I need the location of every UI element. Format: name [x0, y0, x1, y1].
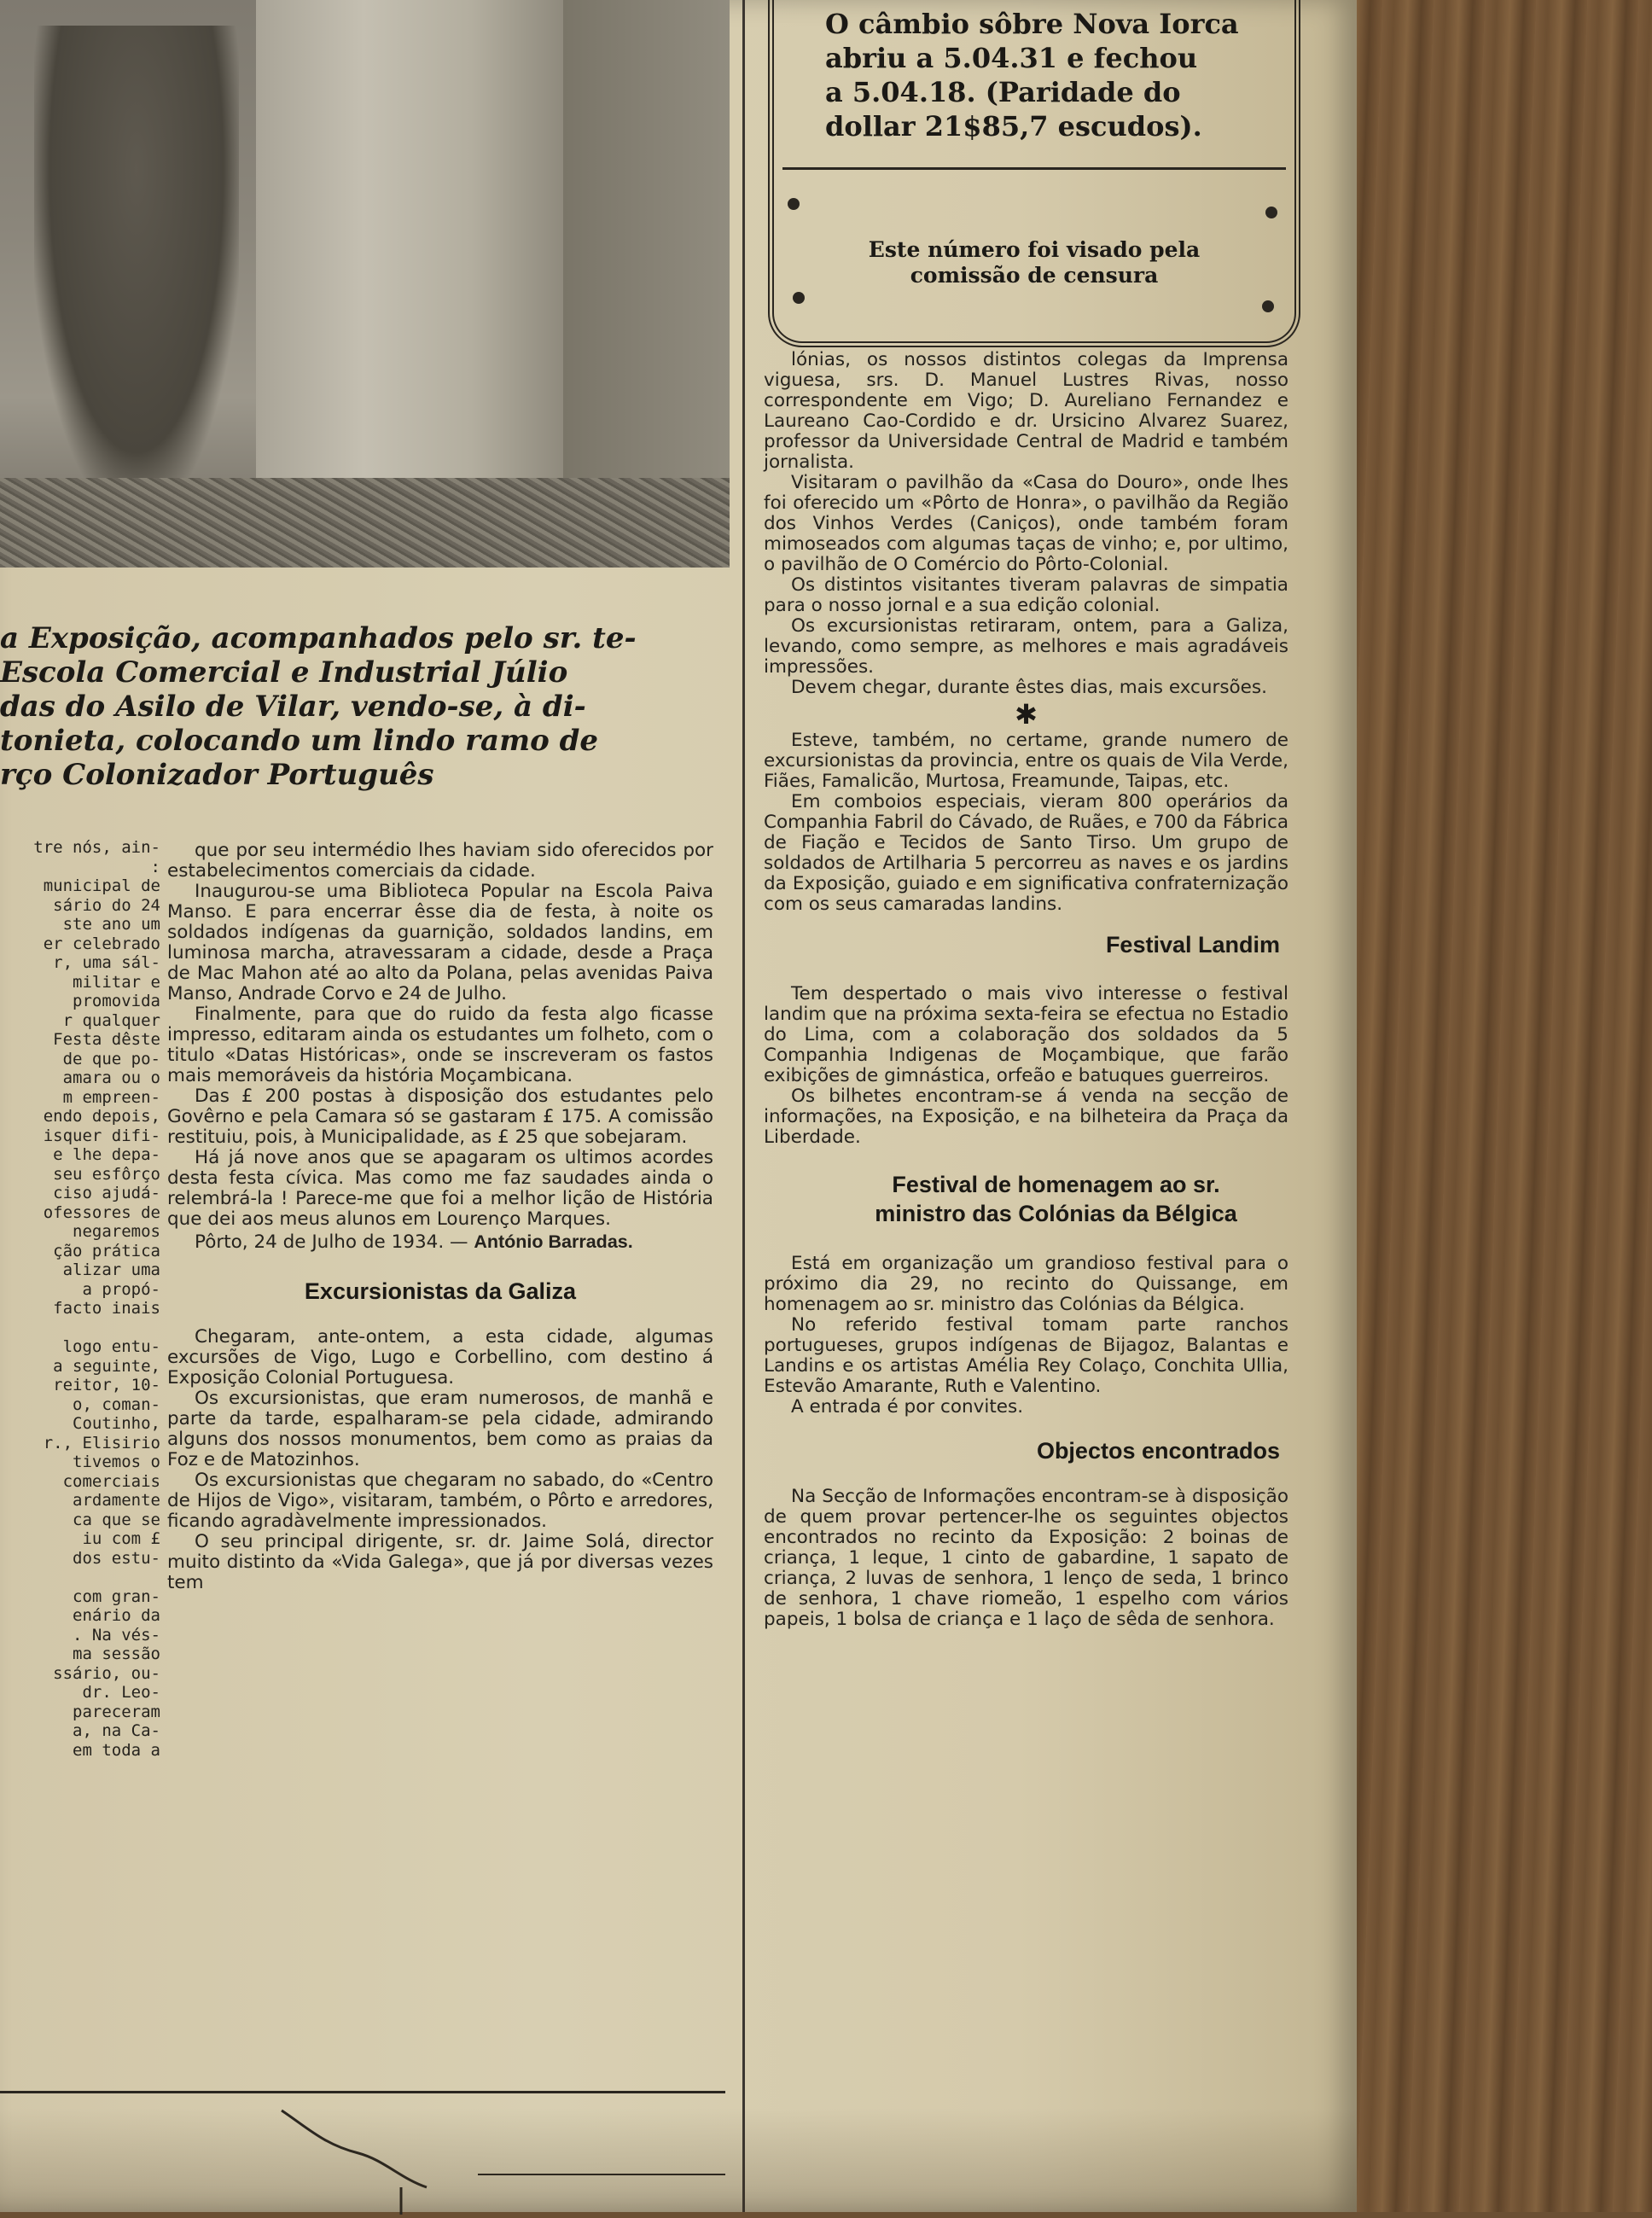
photo-ground — [0, 478, 730, 568]
caption-line: rço Colonizador Português — [0, 758, 434, 792]
paragraph — [764, 678, 1288, 698]
box-ornament — [1265, 207, 1277, 218]
fragment-line: ssário, ou- — [53, 1663, 160, 1683]
fragment-line: ardamente — [73, 1491, 160, 1510]
box-divider — [782, 167, 1286, 170]
fragment-line: tre nós, ain- — [33, 838, 160, 857]
signature-name: António Barradas. — [474, 1231, 633, 1252]
paragraph-text: Está em organização um grandioso festival para o próximo dia 29, no recinto do Quissange, em homenagem ao sr. ministro das Colónias da Bélgica. — [764, 1253, 1288, 1315]
paragraph — [764, 473, 1288, 575]
paragraph-text: Inaugurou-se uma Biblioteca Popular na Escola Paiva Manso. E para encerrar êsse dia de festa, à noite os soldados indígenas da guarnição, soldados landins, em luminosa marcha, atravessaram a cidade, desde a Praça de Mac Mahon até ao alto da Polana, pelas avenidas Paiva Manso, Andrade Corvo e 24 de Julho. — [167, 881, 713, 1004]
paragraph-text: Visitaram o pavilhão da «Casa do Douro», onde lhes foi oferecido um «Pôrto de Honra», o pavilhão da Região dos Vinhos Verdes (Caniços), onde também foram mimoseados com algumas taças de vinho; e, por ultimo, o pavilhão de O Comércio do Pôrto-Colonial. — [764, 472, 1288, 575]
photo-caption — [0, 621, 717, 792]
fragment-line: Festa dêste — [53, 1030, 160, 1049]
paragraph — [167, 1148, 713, 1230]
fragment-line: a seguinte, — [53, 1356, 160, 1376]
fragment-line: r., Elisirio — [43, 1433, 160, 1452]
exchange-rate-text — [825, 7, 1269, 143]
paragraph-text: Finalmente, para que do ruido da festa algo ficasse impresso, editaram ainda os estudantes um folheto, com o titulo «Datas Históricas», onde se inscreveram os fastos mais memoráveis da história Moçambicana. — [167, 1004, 713, 1086]
paragraph-text: A entrada é por convites. — [791, 1396, 1024, 1418]
fragment-line: : — [150, 857, 160, 876]
middle-column — [167, 841, 713, 1593]
fragment-line: de que po- — [62, 1049, 160, 1068]
heading-landim: Festival Landim — [1105, 932, 1280, 958]
fragment-line: ção prática — [53, 1241, 160, 1260]
news-photograph — [0, 0, 730, 568]
photo-monument-side — [563, 0, 730, 555]
page-shadow — [0, 2108, 1357, 2212]
paragraph — [167, 882, 713, 1004]
heading-objectos: Objectos encontrados — [1036, 1438, 1280, 1464]
signature-line — [167, 1231, 713, 1253]
paragraph — [764, 1487, 1288, 1630]
paragraph — [764, 731, 1288, 792]
fragment-line: r qualquer — [62, 1010, 160, 1030]
paragraph-text: Das £ 200 postas à disposição dos estudantes pelo Govêrno e pela Camara só se gastaram £ 175. A comissão restituiu, pois, à Municipalidade, as £ 25 que sobejaram. — [167, 1086, 713, 1148]
paragraph — [167, 1004, 713, 1086]
paragraph — [764, 350, 1288, 473]
exchange-rate-line: abriu a 5.04.31 e fechou — [825, 42, 1198, 74]
paragraph-text: Há já nove anos que se apagaram os ultimos acordes desta festa cívica. Mas como me faz saudades ainda o relembrá-la ! Parece-me que foi a melhor lição de História que dei aos meus alunos em Lourenço Marques. — [167, 1147, 713, 1230]
fragment-line: ca que se — [73, 1510, 160, 1529]
paragraph — [764, 792, 1288, 915]
wooden-table-background — [1331, 0, 1652, 2212]
paragraph-text: Devem chegar, durante êstes dias, mais excursões. — [791, 677, 1267, 698]
section-star: ✱ — [1015, 698, 1038, 731]
heading-homenagem: Festival de homenagem ao sr. ministro das Colónias da Bélgica — [875, 1172, 1237, 1226]
censorship-line: Este número foi visado pela — [868, 237, 1201, 262]
photo-figure — [34, 26, 239, 504]
fragment-line: o, coman- — [73, 1394, 160, 1414]
fragment-line: r, uma sál- — [53, 953, 160, 972]
box-ornament — [793, 292, 805, 304]
fragment-line: reitor, 10- — [53, 1376, 160, 1394]
fragment-line: er celebrado — [43, 934, 160, 953]
right-column — [764, 350, 1288, 1630]
galiza-continuation — [764, 350, 1288, 698]
exchange-rate-line: O câmbio sôbre Nova Iorca — [825, 8, 1239, 40]
caption-line: Escola Comercial e Industrial Júlio — [0, 655, 568, 690]
landim-article — [764, 984, 1288, 1148]
middle-article — [167, 841, 713, 1230]
paragraph-text: O seu principal dirigente, sr. dr. Jaime Solá, director muito distinto da «Vida Galega», que já por diversas vezes tem — [167, 1531, 713, 1593]
paragraph — [167, 1086, 713, 1148]
fragment-line: m empreen- — [62, 1087, 160, 1107]
fragment-line: dr. Leo- — [82, 1683, 160, 1702]
exchange-rate-box — [768, 0, 1300, 347]
paragraph-text: Os excursionistas retiraram, ontem, para a Galiza, levando, como sempre, as melhores e mais agradáveis impressões. — [764, 615, 1288, 678]
fragment-line: ma sessão — [73, 1645, 160, 1663]
fragment-line: logo entu- — [62, 1337, 160, 1356]
galiza-article — [167, 1327, 713, 1593]
box-ornament — [788, 198, 800, 210]
paragraph-text: Os excursionistas que chegaram no sabado, do «Centro de Hijos de Vigo», visitaram, também, o Pôrto e arredores, ficando agradàvelmente impressionados. — [167, 1470, 713, 1532]
caption-line: tonieta, colocando um lindo ramo de — [0, 724, 598, 758]
fragment-line: negaremos — [73, 1222, 160, 1241]
fragment-line: enário da — [73, 1606, 160, 1625]
paragraph — [167, 1470, 713, 1532]
fragment-line: promovida — [73, 992, 160, 1010]
paragraph-text: Em comboios especiais, vieram 800 operários da Companhia Fabril do Cávado, de Ruães, e 700 da Fábrica de Fiação e Tecidos de Santo Tirso. Um grupo de soldados de Artilharia 5 percorreu as naves e os jardins da Exposição, guiado e em significativa confraternização com os seus camaradas landins. — [764, 791, 1288, 915]
fragment-line: dos estu- — [73, 1548, 160, 1568]
paragraph — [167, 1388, 713, 1470]
paragraph — [764, 1086, 1288, 1148]
paragraph-text: Os excursionistas, que eram numerosos, de manhã e parte da tarde, espalharam-se pela cidade, admirando alguns dos nossos monumentos, bem como as praias da Foz e de Matozinhos. — [167, 1388, 713, 1470]
paragraph-text: No referido festival tomam parte ranchos portugueses, grupos indígenas de Bijagoz, Balantas e Landins e os artistas Amélia Rey Colaço, Conchita Ullia, Estevão Amarante, Ruth e Valentino. — [764, 1314, 1288, 1397]
fragment-line: em toda a — [73, 1740, 160, 1760]
paragraph-text: Tem despertado o mais vivo interesse o festival landim que na próxima sexta-feira se efectua no Estadio do Lima, com a colaboração dos soldados da 5 Companhia Indigenas de Moçambique, que farão exibições de gimnástica, orfeão e batuques guerreiros. — [764, 983, 1288, 1086]
fragment-line — [0, 1568, 160, 1587]
fragment-line: militar e — [73, 972, 160, 992]
fragment-line: municipal de — [43, 876, 160, 895]
fragment-line: isquer difi- — [43, 1126, 160, 1145]
caption-line: a Exposição, acompanhados pelo sr. te- — [0, 621, 637, 655]
fragment-line: endo depois, — [43, 1107, 160, 1126]
paragraph — [764, 1315, 1288, 1397]
fragment-line: tivemos o — [73, 1452, 160, 1471]
fragment-line: e lhe depa- — [53, 1145, 160, 1164]
paragraph — [764, 616, 1288, 678]
caption-line: das do Asilo de Vilar, vendo-se, à di- — [0, 690, 586, 724]
fragment-line: alizar uma — [62, 1260, 160, 1279]
paragraph — [764, 1254, 1288, 1315]
paragraph — [764, 575, 1288, 616]
paragraph — [167, 1327, 713, 1388]
objectos-article — [764, 1487, 1288, 1630]
fragment-line: facto inais — [53, 1299, 160, 1318]
fragment-line: pareceram — [73, 1702, 160, 1721]
censorship-notice — [774, 237, 1294, 288]
paragraph — [167, 1532, 713, 1593]
photo-monument — [256, 0, 563, 555]
left-column-fragment — [0, 838, 160, 1760]
fragment-line: ofessores de — [43, 1202, 160, 1222]
paragraph — [167, 841, 713, 882]
fragment-line: Coutinho, — [73, 1414, 160, 1433]
fragment-line: amara ou o — [62, 1068, 160, 1087]
column-rule — [742, 0, 745, 2212]
paragraph — [764, 984, 1288, 1086]
fragment-line: iu com £ — [82, 1529, 160, 1548]
fragment-line: comerciais — [62, 1471, 160, 1491]
fragment-line — [0, 1319, 160, 1338]
fragment-line: ciso ajudá- — [53, 1184, 160, 1202]
heading-galiza: Excursionistas da Galiza — [304, 1278, 577, 1304]
paragraph-text: Os distintos visitantes tiveram palavras de simpatia para o nosso jornal e a sua edição colonial. — [764, 574, 1288, 616]
box-ornament — [1262, 300, 1274, 312]
fragment-line: ste ano um — [62, 915, 160, 934]
fragment-line: a propó- — [82, 1279, 160, 1299]
exchange-rate-line: dollar 21$85,7 escudos). — [825, 110, 1202, 143]
paragraph-text: Chegaram, ante-ontem, a esta cidade, algumas excursões de Vigo, Lugo e Corbellino, com destino á Exposição Colonial Portuguesa. — [167, 1326, 713, 1388]
exchange-rate-line: a 5.04.18. (Paridade do — [825, 76, 1181, 108]
fragment-line: com gran- — [73, 1586, 160, 1606]
signature-place: Pôrto, 24 de Julho de 1934. — — [195, 1231, 468, 1253]
paragraph — [764, 1397, 1288, 1418]
paragraph-text: Os bilhetes encontram-se á venda na secção de informações, na Exposição, e na bilheteira da Praça da Liberdade. — [764, 1086, 1288, 1148]
censorship-line: comissão de censura — [910, 263, 1159, 288]
fragment-line: a, na Ca- — [73, 1721, 160, 1740]
fragment-line: seu esfôrço — [53, 1164, 160, 1184]
fragment-line: . Na vés- — [73, 1625, 160, 1645]
paragraph-text: Na Secção de Informações encontram-se à disposição de quem provar pertencer-lhe os seguintes objectos encontrados no recinto da Exposição: 2 boinas de criança, 1 leque, 1 cinto de gabardine, 1 sapato de criança, 2 luvas de senhora, 1 lenço de seda, 1 brinco de senhora, 1 chave riomeão, 1 espelho com vários papeis, 1 bolsa de criança e 1 laço de sêda de senhora. — [764, 1486, 1288, 1630]
paragraph-text: que por seu intermédio lhes haviam sido oferecidos por estabelecimentos comerciais da cidade. — [167, 840, 713, 882]
paragraph-text: lónias, os nossos distintos colegas da Imprensa viguesa, srs. D. Manuel Lustres Rivas, nosso correspondente em Vigo; D. Aureliano Fernandez e Laureano Cao-Cordido e dr. Ursicino Alvarez Suarez, professor da Universidade Central de Madrid e também jornalista. — [764, 349, 1288, 473]
paragraph-text: Esteve, também, no certame, grande numero de excursionistas da provincia, entre os quais de Vila Verde, Fiães, Famalicão, Murtosa, Freamunde, Taipas, etc. — [764, 730, 1288, 792]
province-article — [764, 731, 1288, 915]
fragment-line: sário do 24 — [53, 895, 160, 915]
homenagem-article — [764, 1254, 1288, 1418]
